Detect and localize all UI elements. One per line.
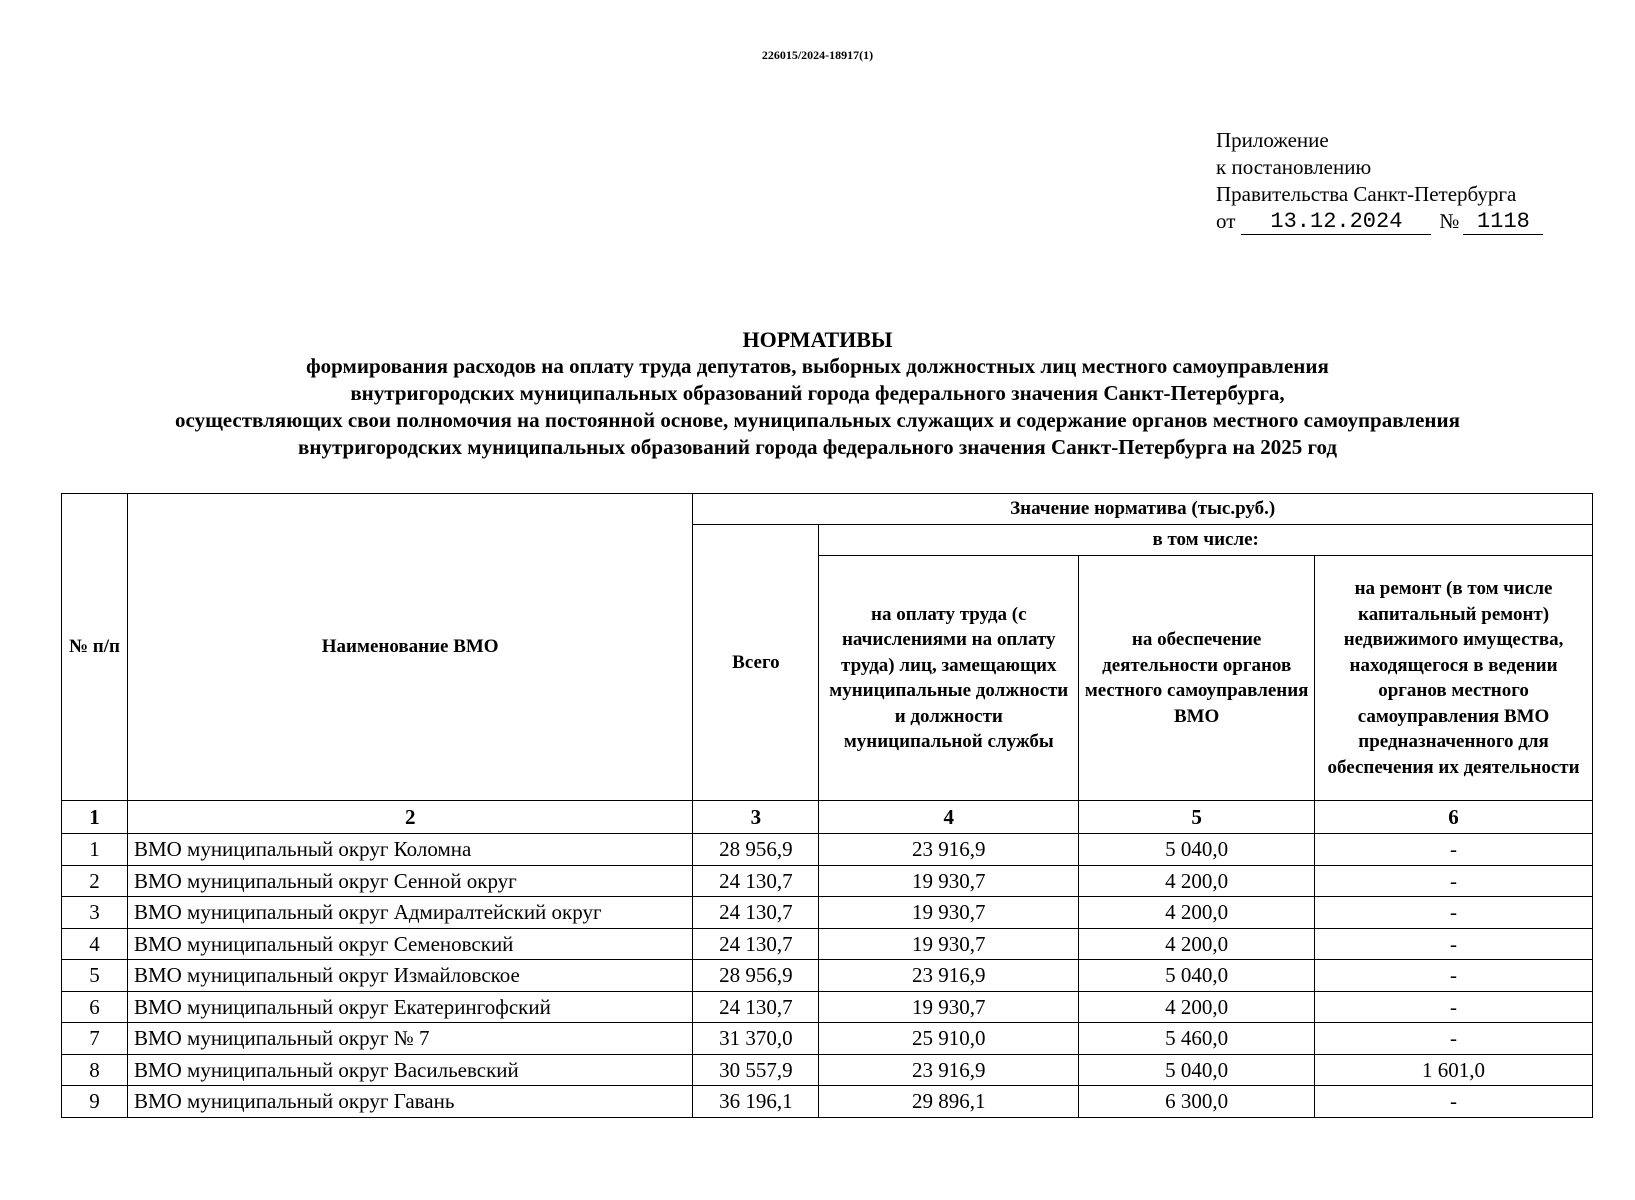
district-name: ВМО муниципальный округ Екатерингофский bbox=[127, 991, 693, 1023]
row-number: 2 bbox=[62, 865, 128, 897]
table-row bbox=[62, 960, 1593, 992]
labor-value: 19 930,7 bbox=[819, 897, 1079, 929]
table-row bbox=[62, 865, 1593, 897]
table-row bbox=[62, 897, 1593, 929]
row-number: 6 bbox=[62, 991, 128, 1023]
total-value: 36 196,1 bbox=[693, 1086, 819, 1118]
column-number: 6 bbox=[1315, 801, 1593, 834]
row-number: 9 bbox=[62, 1086, 128, 1118]
support-value: 4 200,0 bbox=[1079, 865, 1315, 897]
header-total: Всего bbox=[693, 525, 819, 801]
header-repair: на ремонт (в том числе капитальный ремонт) недвижимого имущества, находящегося в ведении органов местного самоуправления ВМО предназначенного для обеспечения их деятельности bbox=[1315, 556, 1593, 801]
resolution-date: 13.12.2024 bbox=[1241, 210, 1431, 235]
row-number: 4 bbox=[62, 928, 128, 960]
support-value: 5 040,0 bbox=[1079, 834, 1315, 866]
table-row bbox=[62, 1086, 1593, 1118]
appendix-block bbox=[1216, 127, 1556, 235]
labor-value: 19 930,7 bbox=[819, 865, 1079, 897]
title-line-3: осуществляющих свои полномочия на постоянной основе, муниципальных служащих и содержание органов местного самоуправления bbox=[175, 408, 1460, 432]
district-name: ВМО муниципальный округ Коломна bbox=[127, 834, 693, 866]
column-number: 5 bbox=[1079, 801, 1315, 834]
repair-value: - bbox=[1315, 834, 1593, 866]
header-labor: на оплату труда (с начислениями на оплату труда) лиц, замещающих муниципальные должности и должности муниципальной службы bbox=[819, 556, 1079, 801]
support-value: 4 200,0 bbox=[1079, 897, 1315, 929]
district-name: ВМО муниципальный округ Адмиралтейский округ bbox=[127, 897, 693, 929]
table-row bbox=[62, 991, 1593, 1023]
document-title bbox=[0, 326, 1635, 461]
title-line-4: внутригородских муниципальных образований города федерального значения Санкт-Петербурга на 2025 год bbox=[298, 435, 1337, 459]
document-code: 226015/2024-18917(1) bbox=[761, 48, 874, 62]
header-support: на обеспечение деятельности органов местного самоуправления ВМО bbox=[1079, 556, 1315, 801]
total-value: 24 130,7 bbox=[693, 865, 819, 897]
title-line-2: внутригородских муниципальных образований города федерального значения Санкт-Петербурга, bbox=[350, 381, 1285, 405]
repair-value: - bbox=[1315, 928, 1593, 960]
repair-value: - bbox=[1315, 991, 1593, 1023]
appendix-line-2: к постановлению bbox=[1216, 155, 1372, 179]
district-name: ВМО муниципальный округ Измайловское bbox=[127, 960, 693, 992]
support-value: 5 460,0 bbox=[1079, 1023, 1315, 1055]
labor-value: 25 910,0 bbox=[819, 1023, 1079, 1055]
column-number: 2 bbox=[127, 801, 693, 834]
total-value: 24 130,7 bbox=[693, 928, 819, 960]
title-line-1: формирования расходов на оплату труда депутатов, выборных должностных лиц местного самоуправления bbox=[306, 354, 1329, 378]
table-row bbox=[62, 1023, 1593, 1055]
total-value: 28 956,9 bbox=[693, 960, 819, 992]
row-number: 8 bbox=[62, 1054, 128, 1086]
table-body bbox=[62, 834, 1593, 1118]
title-main: НОРМАТИВЫ bbox=[742, 327, 893, 352]
table-row bbox=[62, 1054, 1593, 1086]
labor-value: 29 896,1 bbox=[819, 1086, 1079, 1118]
table-row bbox=[62, 928, 1593, 960]
total-value: 31 370,0 bbox=[693, 1023, 819, 1055]
appendix-line-3: Правительства Санкт-Петербурга bbox=[1216, 182, 1517, 206]
header-value-group: Значение норматива (тыс.руб.) bbox=[693, 494, 1593, 525]
support-value: 5 040,0 bbox=[1079, 960, 1315, 992]
repair-value: - bbox=[1315, 1023, 1593, 1055]
header-name: Наименование ВМО bbox=[127, 494, 693, 801]
labor-value: 19 930,7 bbox=[819, 928, 1079, 960]
repair-value: 1 601,0 bbox=[1315, 1054, 1593, 1086]
repair-value: - bbox=[1315, 960, 1593, 992]
row-number: 1 bbox=[62, 834, 128, 866]
resolution-number: 1118 bbox=[1463, 210, 1543, 235]
repair-value: - bbox=[1315, 1086, 1593, 1118]
labor-value: 23 916,9 bbox=[819, 960, 1079, 992]
appendix-line-1: Приложение bbox=[1216, 128, 1329, 152]
total-value: 28 956,9 bbox=[693, 834, 819, 866]
column-number: 3 bbox=[693, 801, 819, 834]
number-label: № bbox=[1439, 209, 1460, 233]
row-number: 5 bbox=[62, 960, 128, 992]
labor-value: 23 916,9 bbox=[819, 1054, 1079, 1086]
header-including: в том числе: bbox=[819, 525, 1593, 556]
support-value: 5 040,0 bbox=[1079, 1054, 1315, 1086]
district-name: ВМО муниципальный округ Семеновский bbox=[127, 928, 693, 960]
column-number: 1 bbox=[62, 801, 128, 834]
district-name: ВМО муниципальный округ № 7 bbox=[127, 1023, 693, 1055]
from-label: от bbox=[1216, 209, 1236, 233]
district-name: ВМО муниципальный округ Гавань bbox=[127, 1086, 693, 1118]
table-row bbox=[62, 834, 1593, 866]
column-number: 4 bbox=[819, 801, 1079, 834]
column-numbers-row bbox=[62, 801, 1593, 834]
district-name: ВМО муниципальный округ Сенной округ bbox=[127, 865, 693, 897]
norms-table bbox=[61, 493, 1593, 1118]
row-number: 3 bbox=[62, 897, 128, 929]
support-value: 4 200,0 bbox=[1079, 991, 1315, 1023]
row-number: 7 bbox=[62, 1023, 128, 1055]
district-name: ВМО муниципальный округ Васильевский bbox=[127, 1054, 693, 1086]
labor-value: 19 930,7 bbox=[819, 991, 1079, 1023]
header-num: № п/п bbox=[62, 494, 128, 801]
labor-value: 23 916,9 bbox=[819, 834, 1079, 866]
repair-value: - bbox=[1315, 897, 1593, 929]
total-value: 24 130,7 bbox=[693, 991, 819, 1023]
support-value: 6 300,0 bbox=[1079, 1086, 1315, 1118]
total-value: 30 557,9 bbox=[693, 1054, 819, 1086]
total-value: 24 130,7 bbox=[693, 897, 819, 929]
repair-value: - bbox=[1315, 865, 1593, 897]
appendix-date-line bbox=[1216, 208, 1556, 235]
support-value: 4 200,0 bbox=[1079, 928, 1315, 960]
